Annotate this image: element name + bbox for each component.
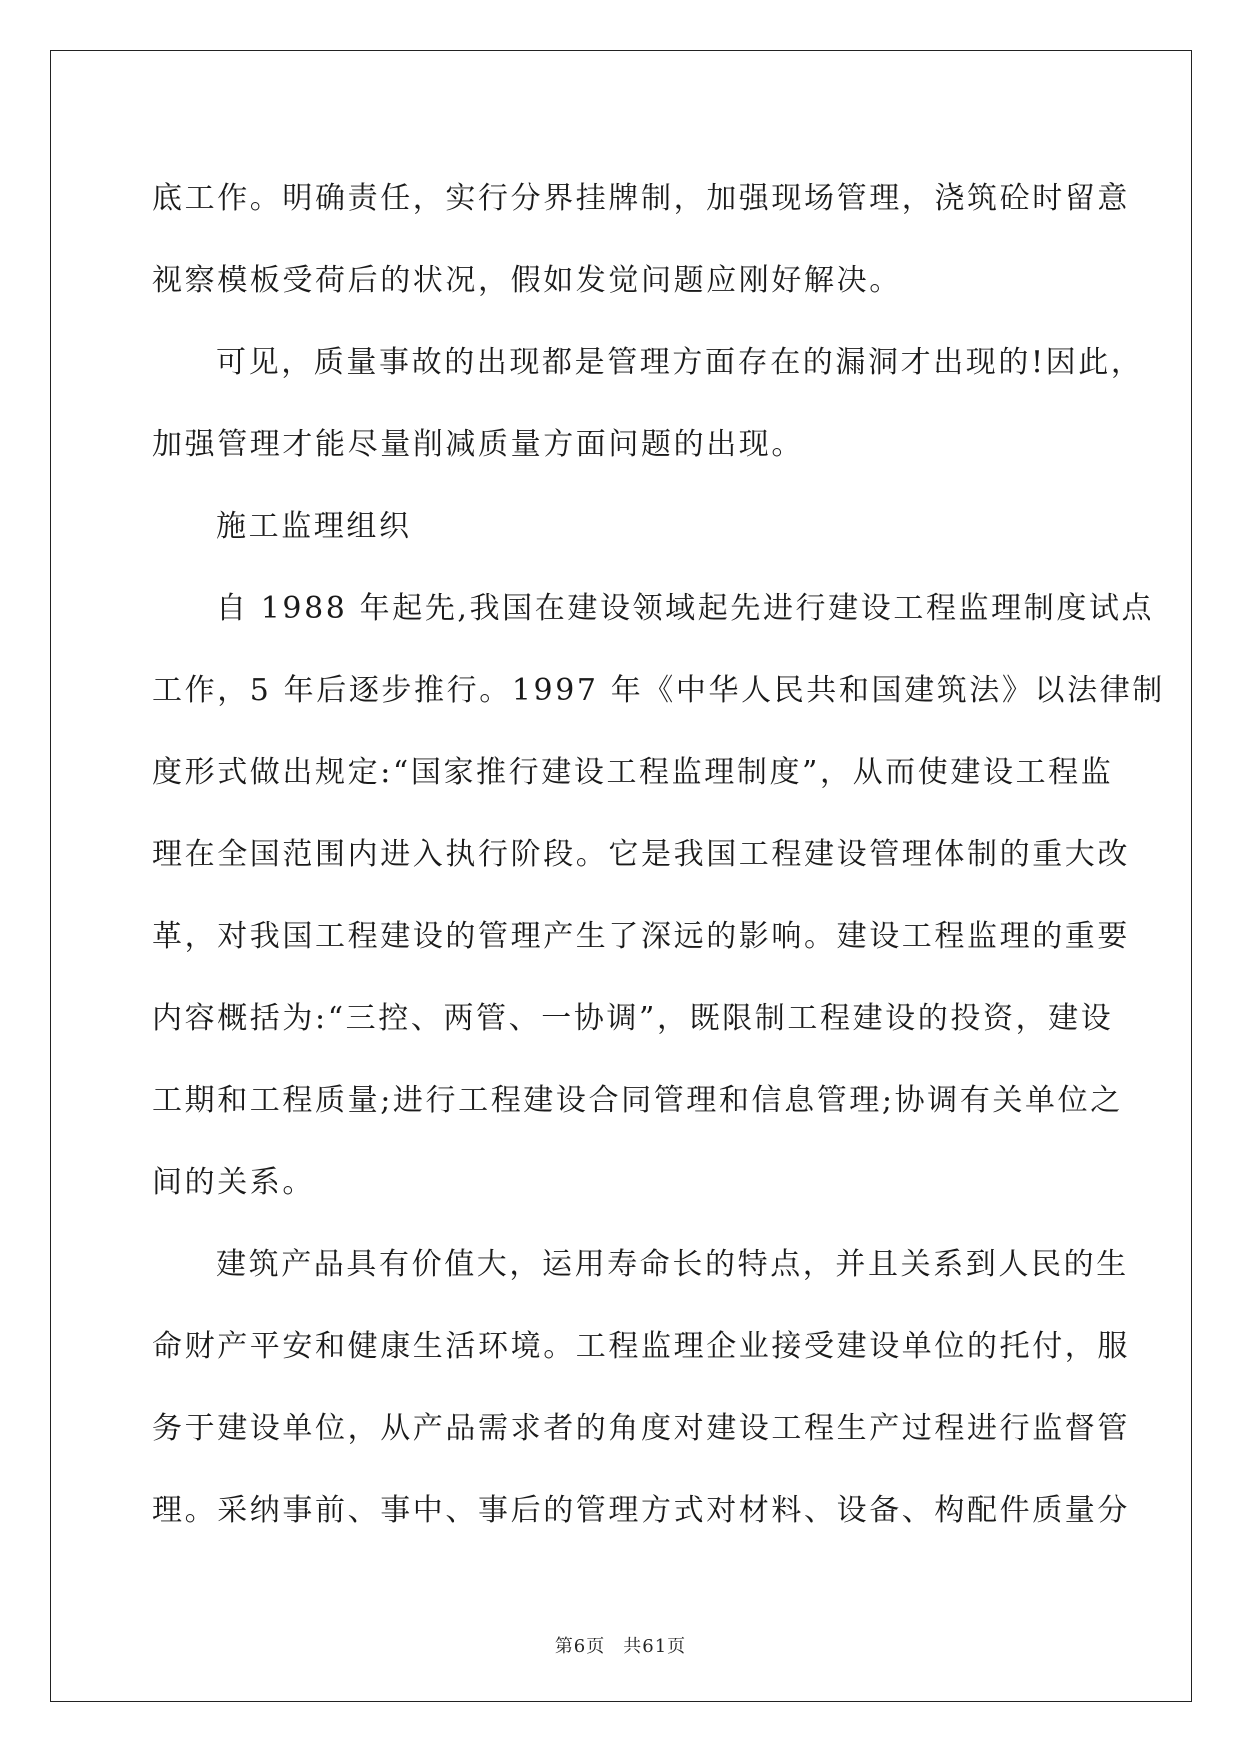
text-line: 理。采纳事前、事中、事后的管理方式对材料、设备、构配件质量分 (152, 1493, 1130, 1528)
text-line: 视察模板受荷后的状况，假如发觉问题应刚好解决。 (152, 263, 902, 298)
text-line: 可见，质量事故的出现都是管理方面存在的漏洞才出现的!因此， (216, 345, 1144, 380)
text-line: 建筑产品具有价值大，运用寿命长的特点，并且关系到人民的生 (216, 1247, 1129, 1282)
text-line: 底工作。明确责任，实行分界挂牌制，加强现场管理，浇筑砼时留意 (152, 181, 1130, 216)
section-heading: 施工监理组织 (216, 509, 412, 544)
text-line: 革，对我国工程建设的管理产生了深远的影响。建设工程监理的重要 (152, 919, 1130, 954)
text-line: 工期和工程质量;进行工程建设合同管理和信息管理;协调有关单位之 (152, 1083, 1123, 1118)
page-total: 共61页 (623, 1636, 687, 1657)
page-number: 第6页 (554, 1636, 606, 1657)
text-line: 度形式做出规定:“国家推行建设工程监理制度”，从而使建设工程监 (152, 755, 1114, 790)
text-line: 加强管理才能尽量削减质量方面问题的出现。 (152, 427, 804, 462)
text-line: 工作，5 年后逐步推行。1997 年《中华人民共和国建筑法》以法律制 (152, 673, 1165, 708)
text-line: 务于建设单位，从产品需求者的角度对建设工程生产过程进行监督管 (152, 1411, 1130, 1446)
text-line: 命财产平安和健康生活环境。工程监理企业接受建设单位的托付，服 (152, 1329, 1130, 1364)
text-line: 理在全国范围内进入执行阶段。它是我国工程建设管理体制的重大改 (152, 837, 1130, 872)
text-line: 内容概括为:“三控、两管、一协调”，既限制工程建设的投资，建设 (152, 1001, 1114, 1036)
page-footer (0, 1632, 1241, 1658)
document-body (152, 158, 1165, 1552)
text-line: 自 1988 年起先,我国在建设领域起先进行建设工程监理制度试点 (216, 591, 1155, 626)
text-line: 间的关系。 (152, 1165, 315, 1200)
